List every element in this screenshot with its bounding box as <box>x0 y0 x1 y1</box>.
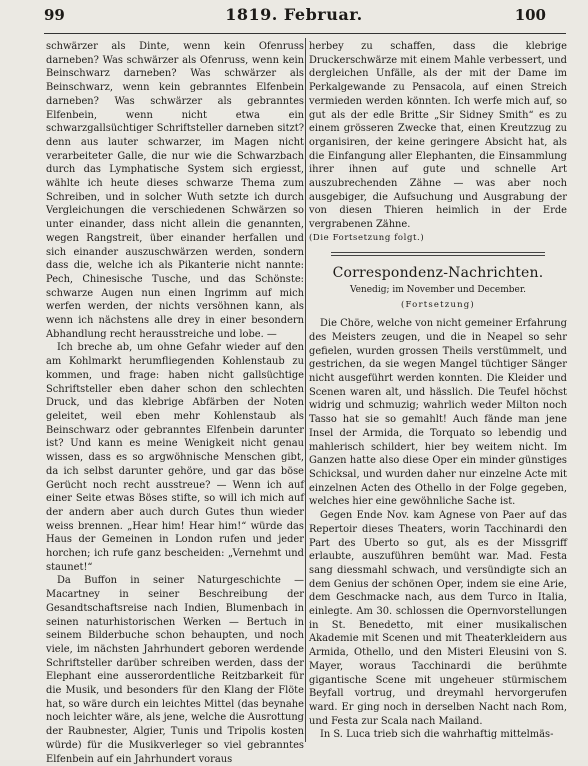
right-paragraph-3: In S. Luca trieb sich die wahrhaftig mittelmäs- <box>320 729 554 741</box>
header-rule <box>44 33 566 34</box>
page-number-right: 100 <box>514 6 546 24</box>
right-paragraph-2: Gegen Ende Nov. kam Agnese von Paer auf das Repertoir dieses Theaters, worin Tacchinardi den Part des Uberto so gut, als es der Missgriff erlaubte, auszuführen bemüht war. Mad. Festa sang diessmahl schwach, und versündigte sich an dem Genius der schönen Oper, indem sie eine Arie, dem Geschmacke nach, aus dem Turco in Italia, einlegte. Am 30. schlossen die Opernvorstellungen in St. Benedetto, mit einer musikalischen Akademie mit Scenen und mit Theaterkleidern aus Armida, Othello, und den Misteri Eleusini von S. Mayer, woraus Tacchinardi die berühmte gigantische Scene mit ungeheuer stürmischem Beyfall vortrug, und dreymahl hervorgerufen ward. Er ging noch in derselben Nacht nach Rom, und Festa zur Scala nach Mailand. <box>309 510 567 727</box>
left-column <box>46 40 304 766</box>
section-subtitle: Venedig; im November und December. <box>349 284 527 295</box>
left-paragraph-2: Ich breche ab, um ohne Gefahr wieder auf den am Kohlmarkt herumfliegenden Kohlenstaub zu kommen, und frage: haben nicht gallsüchtige Schriftsteller eben daher schon den schlechten Druck, und das klebrige Abfärben der Noten geleitet, weil eben mehr Kohlenstaub als Beinschwarz oder gebranntes Elfenbein darunter ist? Und kann es meine Wenigkeit nicht genau wissen, dass es so argwöhnische Menschen gibt, da ich selbst darunter gehöre, und gar das böse Gerücht noch recht ausstreue? — Wenn ich auf einer Seite etwas Böses stifte, so will ich mich auf der andern aber auch durch Gutes thun wieder weiss brennen. „Hear him! Hear him!“ würde das Haus der Gemeinen in London rufen und jeder horchen; ich rufe ganz bescheiden: „Vernehmt und staunet!“ <box>46 342 304 573</box>
right-paragraph-1: Die Chöre, welche von nicht gemeiner Erfahrung des Meisters zeugen, und die in Neapel so sehr gefielen, wurden grossen Theils verstümmelt, und gestrichen, da sie wegen Mangel tüchtiger Sänger nicht ausgeführt werden konnten. Die Kleider und Scenen waren alt, und hässlich. Die Teufel höchst widrig und schmuzig; wahrlich weder Milton noch Tasso hat sie so gemahlt! Auch fände man jene Insel der Armida, die Torquato so lebendig und mahlerisch schildert, hier bey weitem nicht. Im Ganzen hatte also diese Oper ein minder günstiges Schicksal, und wurden daher nur einzelne Acte mit einzelnen Acten des Othello in der Folge gegeben, welches hier eine gewöhnliche Sache ist. <box>309 318 567 508</box>
right-lead-paragraph: herbey zu schaffen, dass die klebrige Druckerschwärze mit einem Mahle verbessert, und dergleichen Unfälle, als der mit der Dame im Perkalgewande zu Pensacola, auf einen Streich vermieden werden könnten. Ich werfe mich auf, so gut als der edle Britte „Sir Sidney Smith“ es zu einem grösseren Zwecke that, einen Kreutzzug zu organisiren, der keine geringere Absicht hat, als die Einfangung aller Elephanten, die Einsammlung ihrer ihnen auf gute und schnelle Art auszubrechenden Zähne — was aber noch ausgebiger, die Aufsuchung und Ausgrabung der von diesen Thieren heimlich in der Erde vergrabenen Zähne. <box>309 41 567 231</box>
section-separator <box>331 252 545 256</box>
left-paragraph-3: Da Buffon in seiner Naturgeschichte — Macartney in seiner Beschreibung der Gesandtschaftsreise nach Indien, Blumenbach in seinen naturhistorischen Werken — Bertuch in seinem Bilderbuche schon behaupten, und noch viele, im nächsten Jahrhundert geboren werdende Schriftsteller darüber schreiben werden, dass der Elephant eine ausserordentliche Reitzbarkeit für die Musik, und besonders für den Klang der Flöte hat, so wäre durch ein leichtes Mittel (das beynahe noch leichter wäre, als jene, welche die Ausrottung der Raubnester, Algier, Tunis und Tripolis kosten würde) für die Musikverleger so viel gebranntes Elfenbein auf ein Jahrhundert voraus <box>46 575 304 765</box>
right-column <box>309 40 567 742</box>
continuation-note: (Die Fortsetzung folgt.) <box>309 232 425 243</box>
page-number-left: 99 <box>44 6 65 24</box>
left-paragraph-1: schwärzer als Dinte, wenn kein Ofenruss darneben? Was schwärzer als Ofenruss, wenn kein Beinschwarz darneben? Was schwärzer als Beinschwarz, wenn kein gebranntes Elfenbein darneben? Was schwärzer als gebranntes Elfenbein, wenn nicht etwa ein schwarzgallsüchtiger Schriftsteller darneben sitzt? denn aus lauter schwarzer, im Magen nicht verarbeiteter Galle, die nur wie die Schwarzbach durch das Lymphatische System sich ergiesst, wählte ich heute dieses schwarze Thema zum Schreiben, und in solcher Wuth setzte ich durch Vergleichungen die verschiedenen Schwärzen so unter einander, dass nicht allein die genannten, wegen Rangstreit, über einander herfallen und sich einander auszuschwärzen werden, sondern dass die, welche ich als Pikanterie nicht nannte: Pech, Chinesische Tusche, und das Schönste: schwarze Augen nun einen Ingrimm auf mich werfen werden, der nichts versöhnen kann, als wenn ich nächstens alle drey in einer besondern Abhandlung recht herausstreiche und lobe. — <box>46 41 304 340</box>
section-continuation-label: (Fortsetzung) <box>401 299 475 310</box>
column-divider <box>305 38 306 742</box>
page-title: 1819. Februar. <box>225 5 363 24</box>
page-header <box>0 0 588 28</box>
section-title: Correspondenz-Nachrichten. <box>332 264 544 281</box>
